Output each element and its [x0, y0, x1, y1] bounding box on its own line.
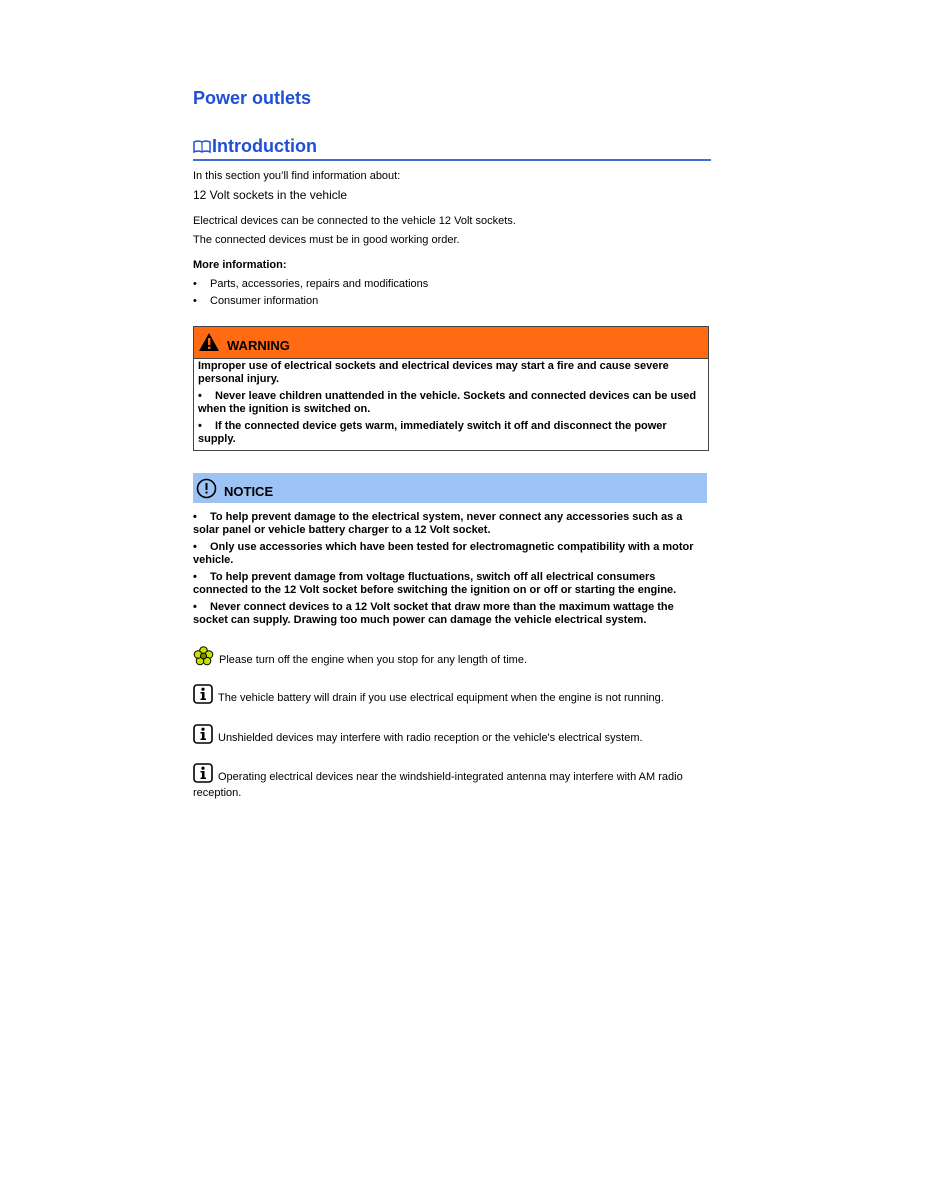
intro-text: Electrical devices can be connected to the vehicle 12 Volt sockets. — [193, 215, 516, 227]
more-info-link[interactable]: • Parts, accessories, repairs and modifications — [193, 278, 428, 295]
more-info-heading: More information: — [193, 259, 287, 271]
info-icon — [193, 763, 213, 787]
notice-item: • To help prevent damage to the electrical system, never connect any accessories such as a solar panel or vehicle battery charger to a 12 Volt socket. — [193, 511, 683, 536]
info-note: The vehicle battery will drain if you use electrical equipment when the engine is not running. — [193, 684, 707, 708]
intro-topic-link[interactable]: 12 Volt sockets in the vehicle — [193, 188, 348, 202]
warning-lead: Improper use of electrical sockets and electrical devices may start a fire and cause severe personal injury. — [198, 360, 669, 385]
notice-label: NOTICE — [224, 484, 274, 499]
environment-note: Please turn off the engine when you stop for any length of time. — [193, 646, 707, 670]
warning-item: • If the connected device gets warm, immediately switch it off and disconnect the power supply. — [198, 420, 667, 445]
warning-item: • Never leave children unattended in the vehicle. Sockets and connected devices can be used when the ignition is switched on. — [198, 390, 697, 415]
notice-item: • To help prevent damage from voltage fluctuations, switch off all electrical consumers connected to the 12 Volt socket before switching the ignition on or off or starting the engine. — [193, 571, 677, 596]
info-icon — [193, 684, 213, 708]
intro-line: In this section you’ll find information about: — [193, 170, 401, 182]
info-icon — [193, 724, 213, 748]
notice-item: • Never connect devices to a 12 Volt socket that draw more than the maximum wattage the socket can supply. Drawing too much power can damage the vehicle electrical system. — [193, 601, 674, 626]
warning-triangle-icon — [198, 332, 220, 357]
info-note: Unshielded devices may interfere with radio reception or the vehicle's electrical system. — [193, 724, 707, 748]
book-icon — [193, 138, 211, 159]
warning-box — [193, 326, 709, 451]
warning-body — [198, 360, 698, 450]
info-note: Operating electrical devices near the windshield-integrated antenna may interfere with AM radio reception. — [193, 763, 707, 800]
warning-label: WARNING — [227, 338, 290, 353]
warning-header — [194, 327, 708, 359]
section-heading — [193, 136, 711, 161]
notice-body — [193, 511, 707, 631]
more-info-link[interactable]: • Consumer information — [193, 295, 428, 312]
more-info-list — [193, 278, 428, 312]
page-title: Power outlets — [193, 88, 312, 108]
flower-icon — [193, 646, 214, 670]
notice-item: • Only use accessories which have been tested for electromagnetic compatibility with a motor vehicle. — [193, 541, 694, 566]
notice-header — [193, 473, 707, 503]
section-heading-text: Introduction — [212, 136, 317, 156]
intro-text: The connected devices must be in good working order. — [193, 234, 460, 246]
exclamation-circle-icon — [196, 478, 217, 504]
